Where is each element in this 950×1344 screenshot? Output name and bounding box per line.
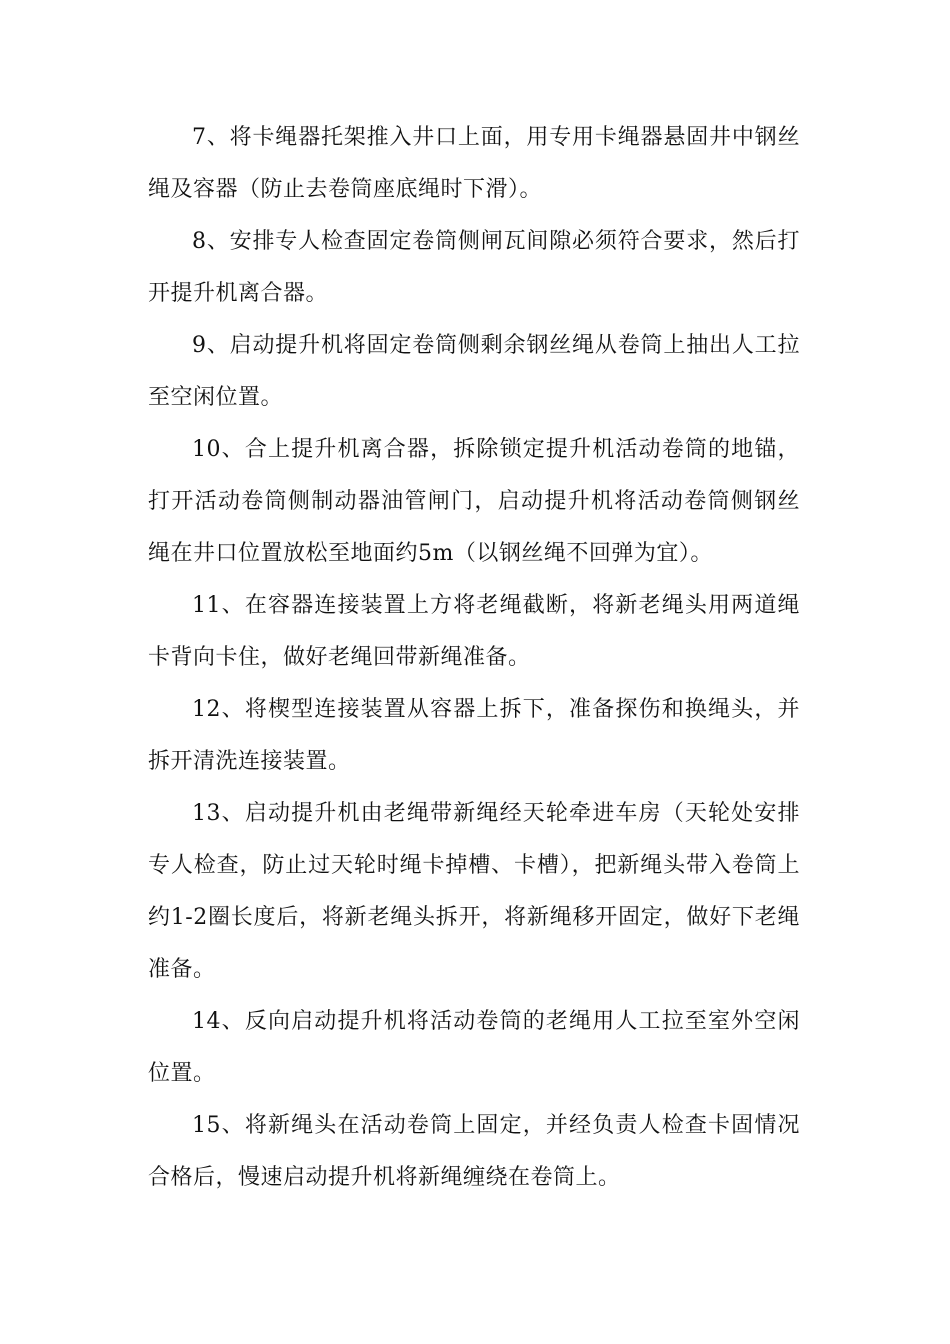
paragraph-step-14: 14、反向启动提升机将活动卷筒的老绳用人工拉至室外空闲位置。	[148, 1009, 800, 1086]
paragraph-step-9: 9、启动提升机将固定卷筒侧剩余钢丝绳从卷筒上抽出人工拉至空闲位置。	[148, 333, 800, 410]
paragraph-step-7: 7、将卡绳器托架推入井口上面，用专用卡绳器悬固井中钢丝绳及容器（防止去卷筒座底绳时下滑）。	[148, 125, 800, 202]
paragraph-step-13: 13、启动提升机由老绳带新绳经天轮牵进车房（天轮处安排专人检查，防止过天轮时绳卡掉槽、卡槽），把新绳头带入卷筒上约1-2圈长度后，将新老绳头拆开，将新绳移开固定，做好下老绳准备。	[148, 801, 800, 982]
paragraph-step-12: 12、将楔型连接装置从容器上拆下，准备探伤和换绳头，并拆开清洗连接装置。	[148, 697, 800, 774]
paragraph-step-15: 15、将新绳头在活动卷筒上固定，并经负责人检查卡固情况合格后，慢速启动提升机将新绳缠绕在卷筒上。	[148, 1113, 800, 1190]
document-body	[148, 112, 800, 1204]
paragraph-step-11: 11、在容器连接装置上方将老绳截断，将新老绳头用两道绳卡背向卡住，做好老绳回带新绳准备。	[148, 593, 800, 670]
paragraph-step-10: 10、合上提升机离合器，拆除锁定提升机活动卷筒的地锚，打开活动卷筒侧制动器油管闸门，启动提升机将活动卷筒侧钢丝绳在井口位置放松至地面约5m（以钢丝绳不回弹为宜）。	[148, 437, 800, 566]
paragraph-step-8: 8、安排专人检查固定卷筒侧闸瓦间隙必须符合要求，然后打开提升机离合器。	[148, 229, 800, 306]
